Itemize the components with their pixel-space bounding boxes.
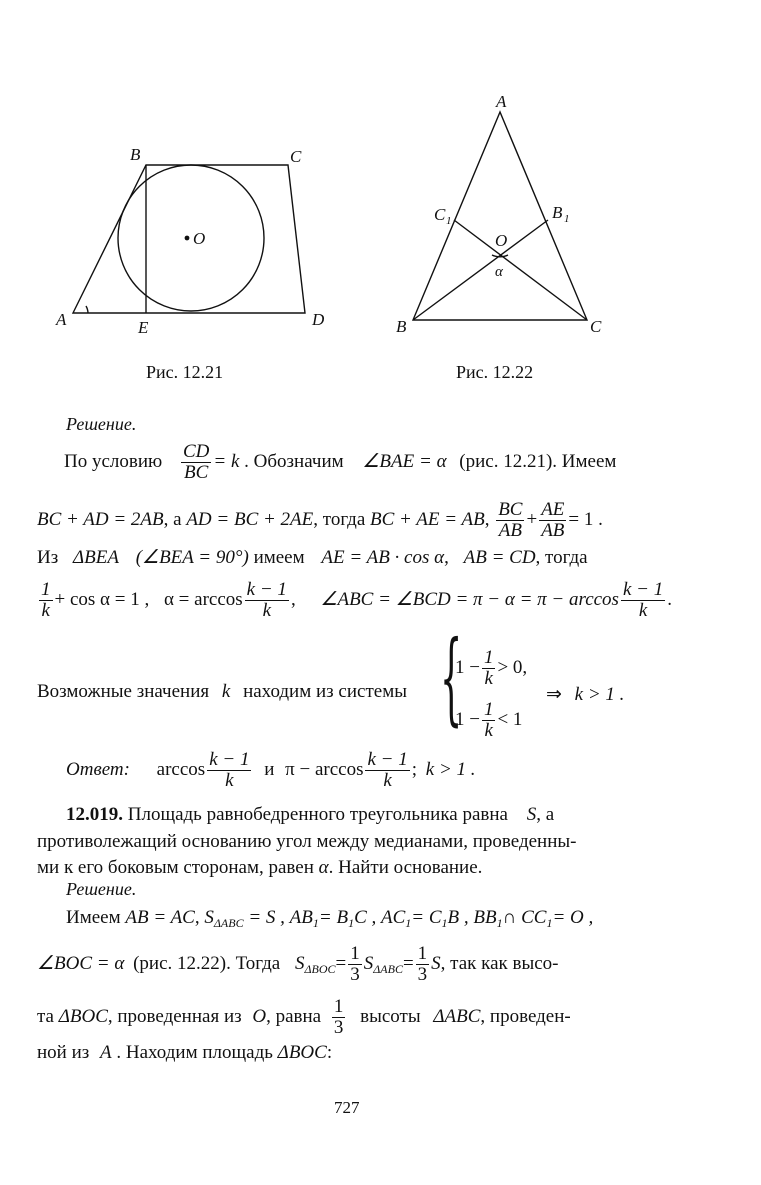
problem-number: 12.019. [66,804,123,825]
formula: = S , [248,907,285,928]
formula: k [221,681,231,702]
text: , а [536,804,555,825]
formula: = [335,952,347,974]
page-number: 727 [334,1098,360,1117]
formula: ∠ABC = ∠BCD = π − α = π − arccos [320,588,619,610]
formula: ΔBOC [277,1042,327,1063]
text: , а [163,508,182,530]
system-line-1 [455,648,527,689]
formula: (∠BEA = 90°) [135,547,249,568]
formula: ∠BAE = α [362,450,447,472]
plus: + [526,508,538,530]
text: Имеем [66,907,121,928]
formula: $S_{\Delta BOC}$ [294,952,336,976]
text: Площадь равнобедренного треугольника равна [127,804,508,825]
label-o: O [495,231,508,250]
formula: = 1 . [568,508,603,530]
text: . Найти основание. [328,857,483,878]
inscribed-circle [118,165,264,311]
fraction-bc-ab: $\frac{BC}{AB}$ [498,499,523,541]
label-a: A [56,310,67,329]
caption-fig-12-22: Рис. 12.22 [456,362,534,382]
fraction-k-1-k: $\frac{k - 1}{k}$ [246,579,287,621]
formula: $AB_1= B_1C$ , [289,907,377,930]
formula: π − arccos [285,758,364,780]
formula: $AC_1= C_1B$ , [381,907,469,930]
problem-line-2: противолежащий основанию угол между медианами, проведенны- [37,831,577,852]
text: , [290,588,296,610]
text: (рис. 12.21). Имеем [459,450,617,472]
text: (рис. 12.22). Тогда [133,952,281,974]
formula: AD = BC + 2AE [186,508,314,530]
sol2-line-3 [37,997,571,1038]
label-c1: C [434,205,446,224]
fraction-1-k: $\frac{1}{k}$ [41,579,51,621]
fraction-k-1-k: $\frac{k - 1}{k}$ [367,749,408,791]
text: имеем [253,547,305,568]
problem-line-1 [66,804,554,826]
system-line-2 [455,700,522,741]
formula: + cos α = 1 , [54,588,150,610]
text: , [444,547,449,568]
formula: = [402,952,414,974]
formula: k > 1 . [425,758,476,780]
fraction-ae-ab: $\frac{AE}{AB}$ [541,499,565,541]
system-brace: { [440,619,463,736]
text: , [484,508,490,530]
formula: S [431,952,441,974]
text: . Обозначим [244,450,344,472]
text: , равна [266,1005,322,1027]
figure-12-22 [390,92,620,342]
formula: BC + AD = 2AB [37,508,164,530]
formula: AB = CD [463,547,536,568]
fraction-k-1-k: $\frac{k - 1}{k}$ [209,749,250,791]
label-alpha: α [495,264,503,280]
text: находим из системы [243,681,407,702]
angle-a-arc [86,306,88,313]
solution-heading-2: Решение. [66,879,137,899]
text: Возможные значения [37,681,210,702]
formula: α [318,857,329,878]
sol1-line-2 [37,500,603,541]
text: : [326,1042,333,1063]
formula: ΔBOC [58,1005,108,1027]
formula: ΔBEA [72,547,119,568]
formula: 1 − [455,656,480,678]
sol1-line-3 [37,546,588,569]
label-c1-subscript: 1 [446,215,452,227]
sol2-line-4 [37,1042,332,1064]
label-e: E [138,318,149,337]
formula: S [526,804,537,825]
text: По условию [64,450,163,472]
text: . [667,588,672,610]
formula: ΔABC [433,1005,481,1027]
label-b: B [396,317,407,336]
sol1-line-1 [64,442,616,483]
problem-line-3 [37,857,482,879]
text: ; [411,758,418,780]
sol2-line-1 [66,907,593,931]
caption-fig-12-21: Рис. 12.21 [146,362,224,382]
median-cc1 [454,220,587,320]
text: , проведен- [480,1005,571,1027]
fraction-1-k: $\frac{1}{k}$ [483,699,494,741]
text: , тогда [535,547,588,568]
label-d: D [312,310,325,329]
center-point [185,236,190,241]
solution-heading-1: Решение. [66,414,137,434]
formula: A [100,1042,112,1063]
formula: $BB_1\cap$ $CC_1= O$ , [473,907,594,930]
implies-arrow: ⇒ [546,684,562,705]
formula: $S_{\Delta ABC}$ [204,907,244,930]
text: . Находим площадь [116,1042,273,1063]
answer-label: Ответ: [66,758,130,780]
label-b1-subscript: 1 [564,213,570,225]
sol2-line-2 [37,944,558,985]
formula: k > 1 . [574,684,625,705]
fraction-1-3: $\frac{1}{3}$ [333,996,344,1038]
label-a: A [496,92,507,111]
formula: ∠BOC = α [37,952,125,974]
formula: $S_{\Delta ABC}$ [363,952,403,976]
text: ной из [37,1042,90,1063]
formula: arccos [156,758,206,780]
formula: > 0, [497,656,528,678]
formula: 1 − [455,708,480,730]
text: , [194,907,200,928]
fraction-cd-bc: $\frac{CD}{BC}$ [182,441,210,483]
label-c: C [290,147,302,166]
text: и [264,758,275,780]
label-c: C [590,317,602,336]
formula: AB = AC [125,907,195,928]
text: , проведенная из [107,1005,242,1027]
label-o: O [193,229,206,248]
formula: α = arccos [163,588,243,610]
label-b: B [130,145,141,164]
text: Из [37,547,59,568]
fraction-1-3: $\frac{1}{3}$ [417,943,428,985]
text: , тогда [313,508,366,530]
formula: BC + AE = AB [370,508,485,530]
sol1-line-5 [37,681,407,703]
formula: < 1 [497,708,523,730]
text: ми к его боковым сторонам, равен [37,857,314,878]
answer-1 [66,750,476,791]
formula: = k [213,450,240,472]
system-result [546,683,624,706]
text: высоты [360,1005,421,1027]
fraction-k-1-k: $\frac{k - 1}{k}$ [622,579,664,621]
text: , так как высо- [440,952,559,974]
figure-12-21 [50,140,340,340]
fraction-1-k: $\frac{1}{k}$ [483,647,494,689]
fraction-1-3: $\frac{1}{3}$ [350,943,360,985]
text: та [37,1005,54,1027]
formula: O [252,1005,267,1027]
label-b1: B [552,203,563,222]
formula: AE = AB · cos α [321,547,445,568]
sol1-line-4 [37,580,672,621]
